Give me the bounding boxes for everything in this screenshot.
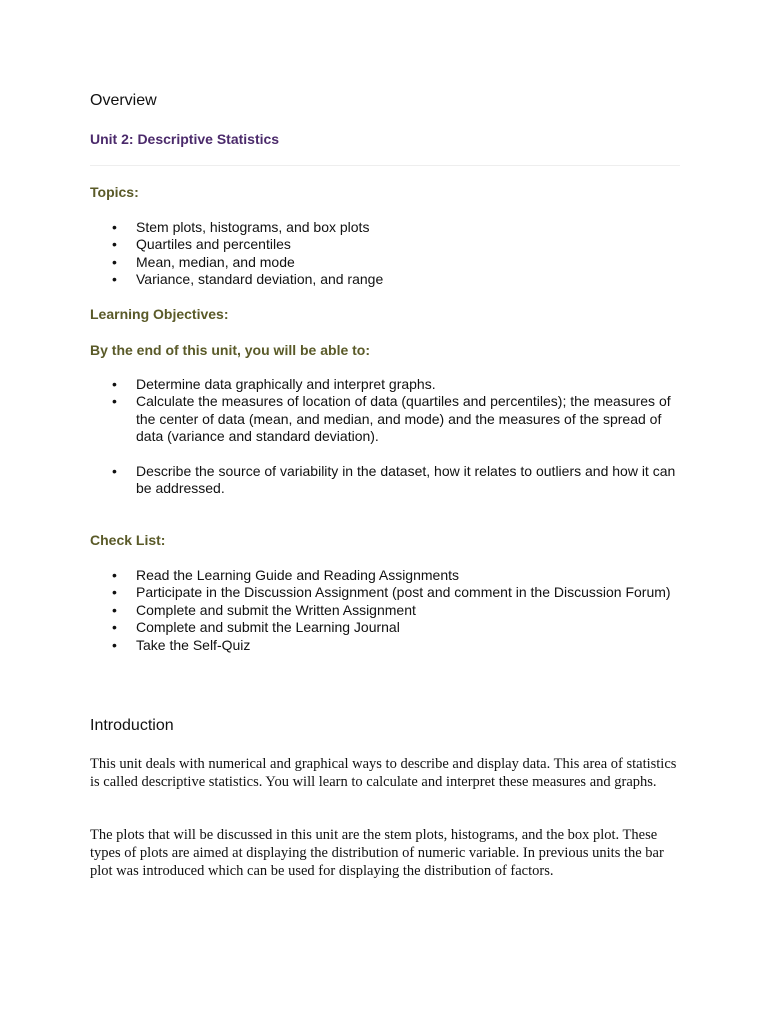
overview-heading: Overview (90, 92, 157, 109)
list-item: • Complete and submit the Learning Journal (90, 619, 680, 636)
topics-list (90, 219, 680, 289)
list-item: • Participate in the Discussion Assignment (post and comment in the Discussion Forum) (90, 584, 680, 601)
objectives-intro: By the end of this unit, you will be able to: (90, 342, 371, 358)
intro-paragraph: This unit deals with numerical and graphical ways to describe and display data. This area of statistics is called descriptive statistics. You will learn to calculate and interpret these measures and graphs. (90, 756, 677, 790)
unit-title: Unit 2: Descriptive Statistics (90, 131, 280, 147)
list-item: • Take the Self-Quiz (90, 637, 680, 654)
check-list (90, 567, 680, 654)
objectives-list (90, 376, 680, 497)
list-item: • Stem plots, histograms, and box plots (90, 219, 680, 236)
introduction-heading: Introduction (90, 717, 174, 734)
list-item: • Determine data graphically and interpret graphs. (90, 376, 680, 393)
topics-label: Topics: (90, 184, 139, 200)
list-item: • Mean, median, and mode (90, 254, 680, 271)
list-item: • Variance, standard deviation, and range (90, 271, 680, 288)
intro-paragraph: The plots that will be discussed in this unit are the stem plots, histograms, and the box plot. These types of plots are aimed at displaying the distribution of numeric variable. In previous units the bar plot was introduced which can be used for displaying the distribution of factors. (90, 827, 664, 879)
list-item: • Quartiles and percentiles (90, 236, 680, 253)
check-list-label: Check List: (90, 532, 166, 548)
section-divider (90, 165, 680, 166)
list-item: • Complete and submit the Written Assignment (90, 602, 680, 619)
list-item: • Read the Learning Guide and Reading Assignments (90, 567, 680, 584)
list-item: • Describe the source of variability in the dataset, how it relates to outliers and how it can be addressed. (90, 463, 680, 498)
learning-objectives-label: Learning Objectives: (90, 306, 229, 322)
list-item: • Calculate the measures of location of data (quartiles and percentiles); the measures of the center of data (mean, and median, and mode) and the measures of the spread of data (variance and standard deviation). (90, 393, 680, 445)
